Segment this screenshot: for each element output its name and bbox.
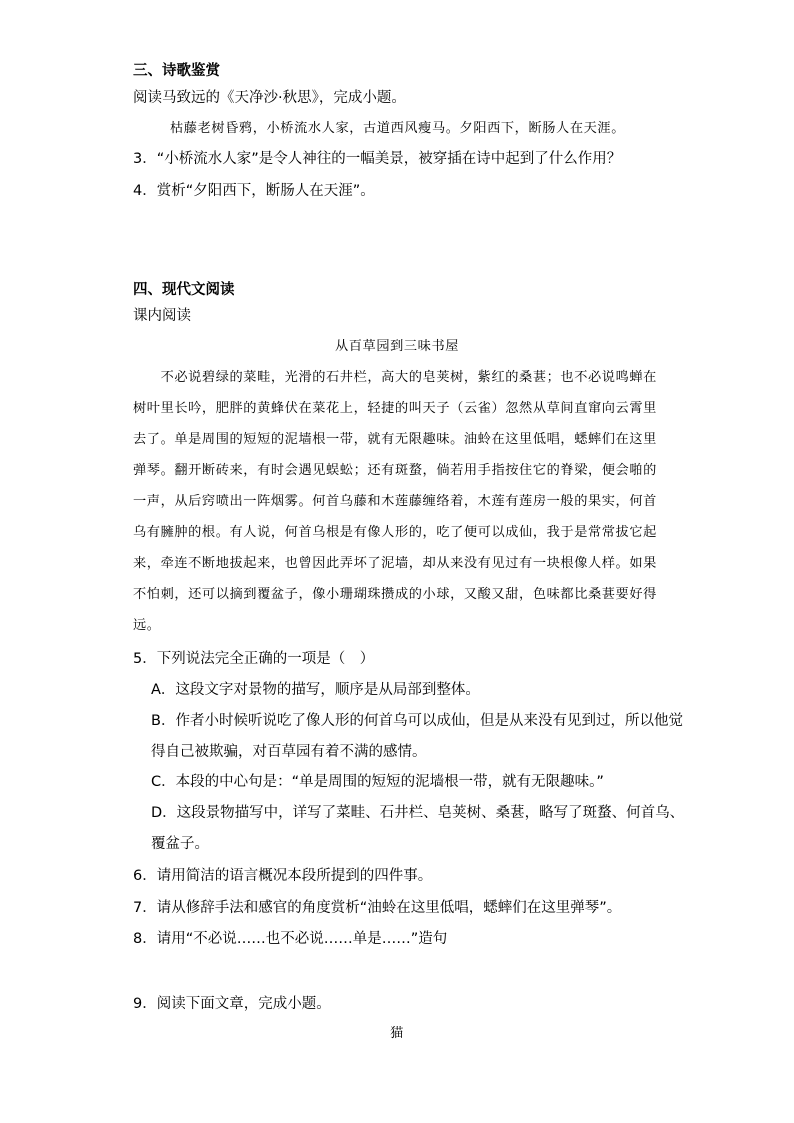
- section4-heading: 四、现代文阅读: [133, 282, 235, 298]
- passage-line: 不必说碧绿的菜畦，光滑的石井栏，高大的皂荚树，紫红的桑葚；也不必说鸣蝉在: [133, 370, 657, 385]
- section4-subheading: 课内阅读: [133, 308, 191, 324]
- question-3: 3．“小桥流水人家”是令人神往的一幅美景，被穿插在诗中起到了什么作用？: [133, 151, 622, 167]
- next-passage-title: 猫: [390, 1026, 404, 1041]
- passage-body: [133, 362, 661, 641]
- passage-line: 一声，从后窍喷出一阵烟雾。何首乌藤和木莲藤缠络着，木莲有莲房一般的果实，何首: [133, 494, 657, 509]
- question-8: 8．请用“不必说……也不必说……单是……”造句: [133, 931, 448, 947]
- question-5-stem: 5．下列说法完全正确的一项是（ ）: [133, 651, 375, 667]
- poem-text: 枯藤老树昏鸦，小桥流水人家，古道西风瘦马。夕阳西下，断肠人在天涯。: [170, 121, 625, 136]
- option-a: A．这段文字对景物的描写，顺序是从局部到整体。: [151, 682, 480, 698]
- option-c: C．本段的中心句是：“单是周围的短短的泥墙根一带，就有无限趣味。”: [151, 774, 604, 790]
- option-d: D．这段景物描写中，详写了菜畦、石井栏、皂荚树、桑葚，略写了斑蝥、何首乌、: [151, 805, 685, 821]
- section3-heading: 三、诗歌鉴赏: [133, 63, 220, 79]
- section3-instruction: 阅读马致远的《天净沙·秋思》，完成小题。: [133, 90, 406, 106]
- passage-title: 从百草园到三味书屋: [334, 339, 460, 354]
- passage-line: 树叶里长吟，肥胖的黄蜂伏在菜花上，轻捷的叫天子（云雀）忽然从草间直窜向云霄里: [133, 401, 657, 416]
- question-7: 7．请从修辞手法和感官的角度赏析“油蛉在这里低唱，蟋蟀们在这里弹琴”。: [133, 900, 622, 916]
- option-b: B．作者小时候听说吃了像人形的何首乌可以成仙，但是从来没有见到过，所以他觉: [151, 713, 683, 729]
- question-4: 4．赏析“夕阳西下，断肠人在天涯”。: [133, 183, 375, 199]
- passage-line: 去了。单是周围的短短的泥墙根一带，就有无限趣味。油蛉在这里低唱，蟋蟀们在这里: [133, 432, 657, 447]
- passage-line: 乌有臃肿的根。有人说，何首乌根是有像人形的，吃了便可以成仙，我于是常常拔它起: [133, 525, 657, 540]
- option-d-cont: 覆盆子。: [151, 836, 209, 852]
- question-6: 6．请用简洁的语言概况本段所提到的四件事。: [133, 868, 433, 884]
- passage-line: 弹琴。翻开断砖来，有时会遇见蜈蚣；还有斑蝥，倘若用手指按住它的脊梁，便会啪的: [133, 463, 657, 478]
- question-9: 9．阅读下面文章，完成小题。: [133, 996, 331, 1012]
- passage-line: 不怕刺，还可以摘到覆盆子，像小珊瑚珠攒成的小球，又酸又甜，色味都比桑葚要好得: [133, 587, 657, 602]
- option-b-cont: 得自己被欺骗，对百草园有着不满的感情。: [151, 744, 427, 760]
- passage-line: 来，牵连不断地拔起来，也曾因此弄坏了泥墙，却从来没有见过有一块根像人样。如果: [133, 556, 657, 571]
- passage-line: 远。: [133, 618, 161, 633]
